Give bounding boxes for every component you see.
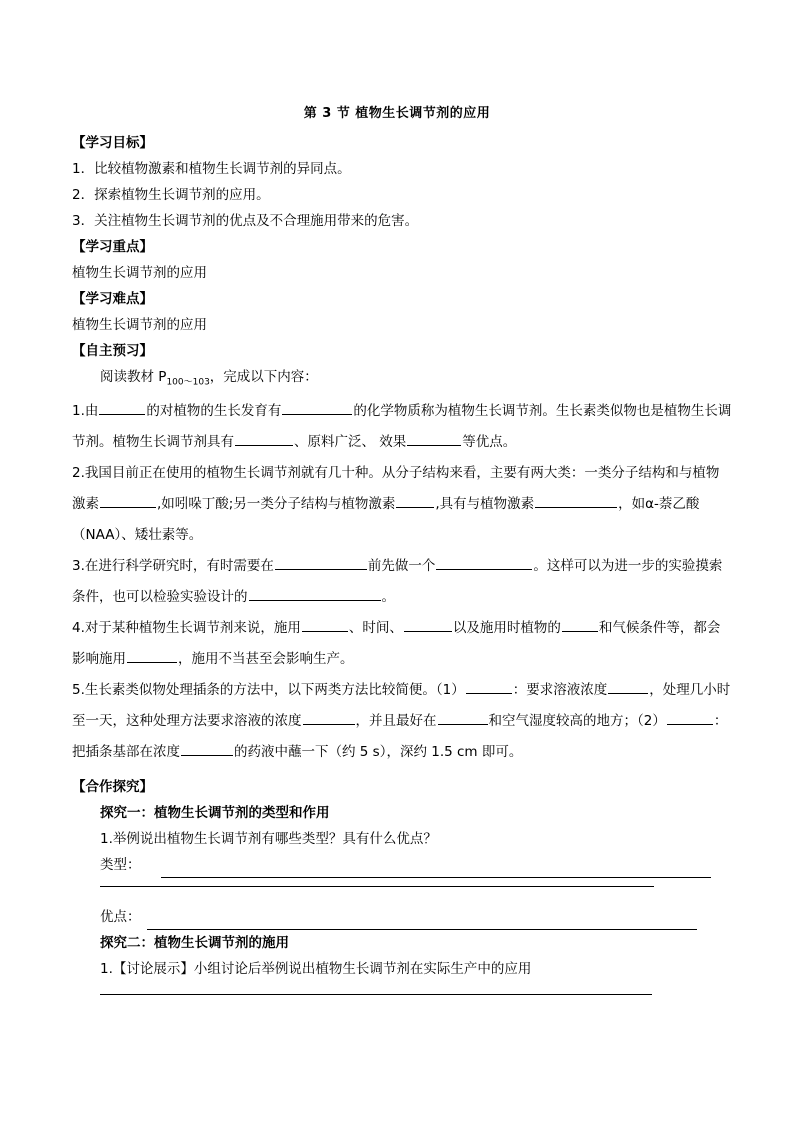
blank[interactable] bbox=[535, 493, 617, 508]
explore-1-question: 1.举例说出植物生长调节剂有哪些类型？具有什么优点？ bbox=[100, 830, 437, 847]
blank[interactable] bbox=[100, 493, 156, 508]
blank[interactable] bbox=[235, 431, 293, 446]
goal-item: 1．比较植物激素和植物生长调节剂的异同点。 bbox=[72, 161, 351, 177]
preview-question-1: 1.由 的对植物的生长发育有 的化学物质称为植物生长调节剂。生长素类似物也是植物生长调节剂。植物生长调节剂具有 、原料广泛、 效果 等优点。 bbox=[72, 396, 732, 458]
page-range: 100～103 bbox=[166, 377, 210, 388]
advantage-answer-row bbox=[72, 904, 732, 930]
focus-text: 植物生长调节剂的应用 bbox=[72, 265, 207, 281]
blank[interactable] bbox=[667, 710, 713, 725]
answer-line-row bbox=[72, 982, 732, 1008]
explore-1-title: 探究一：植物生长调节剂的类型和作用 bbox=[100, 804, 330, 821]
explore-2-title: 探究二：植物生长调节剂的施用 bbox=[100, 934, 289, 951]
answer-line[interactable] bbox=[100, 994, 652, 995]
type-label: 类型： bbox=[100, 856, 141, 873]
page-title: 第 3 节 植物生长调节剂的应用 bbox=[303, 106, 491, 121]
blank[interactable] bbox=[396, 493, 434, 508]
explore-2-question: 1.【讨论展示】小组讨论后举例说出植物生长调节剂在实际生产中的应用 bbox=[100, 960, 532, 977]
section-heading-focus: 【学习重点】 bbox=[72, 239, 153, 255]
blank[interactable] bbox=[436, 555, 532, 570]
blank[interactable] bbox=[407, 431, 461, 446]
type-answer-line[interactable] bbox=[161, 861, 711, 878]
preview-question-4: 4.对于某种植物生长调节剂来说，施用 、时间、 以及施用时植物的 和气候条件等，都会影响施用 ，施用不当甚至会影响生产。 bbox=[72, 613, 732, 675]
blank[interactable] bbox=[275, 555, 367, 570]
goal-item: 2．探索植物生长调节剂的应用。 bbox=[72, 187, 270, 203]
preview-question-5: 5.生长素类似物处理插条的方法中，以下两类方法比较简便。（1） ：要求溶液浓度 ，处理几小时至一天，这种处理方法要求溶液的浓度 ，并且最好在 和空气湿度较高的地方；（2） ：把插条基部在浓度 的药液中蘸一下（约 5 s），深约 1.5 cm 即可。 bbox=[72, 675, 732, 768]
preview-question-2: 2.我国目前正在使用的植物生长调节剂就有几十种。从分子结构来看，主要有两大类：一类分子结构和与植物激素 ,如吲哚丁酸;另一类分子结构与植物激素 ,具有与植物激素 ，如α-萘乙酸（NAA）、矮壮素等。 bbox=[72, 464, 720, 543]
blank[interactable] bbox=[562, 617, 598, 632]
advantage-label: 优点： bbox=[100, 908, 141, 925]
blank[interactable] bbox=[181, 741, 233, 756]
section-heading-preview: 【自主预习】 bbox=[72, 343, 153, 359]
type-answer-row bbox=[72, 852, 732, 878]
blank[interactable] bbox=[303, 710, 355, 725]
section-heading-goals: 【学习目标】 bbox=[72, 135, 153, 151]
blank[interactable] bbox=[438, 710, 488, 725]
answer-line-row bbox=[72, 878, 732, 904]
blank[interactable] bbox=[282, 400, 352, 415]
section-heading-difficulty: 【学习难点】 bbox=[72, 291, 153, 307]
blank[interactable] bbox=[249, 586, 381, 601]
preview-intro: 阅读教材 $P_{100\sim 103}$，完成以下内容： bbox=[100, 369, 318, 388]
answer-line[interactable] bbox=[100, 886, 654, 887]
blank[interactable] bbox=[99, 400, 145, 415]
blank[interactable] bbox=[608, 679, 648, 694]
blank[interactable] bbox=[127, 648, 177, 663]
blank[interactable] bbox=[302, 617, 348, 632]
difficulty-text: 植物生长调节剂的应用 bbox=[72, 317, 207, 333]
worksheet-body bbox=[72, 130, 732, 1008]
blank[interactable] bbox=[466, 679, 512, 694]
goal-item: 3．关注植物生长调节剂的优点及不合理施用带来的危害。 bbox=[72, 213, 419, 229]
section-heading-coop: 【合作探究】 bbox=[72, 778, 153, 795]
advantage-answer-line[interactable] bbox=[147, 913, 697, 930]
blank[interactable] bbox=[404, 617, 452, 632]
preview-question-3: 3.在进行科学研究时，有时需要在 前先做一个 。这样可以为进一步的实验摸索条件，也可以检验实验设计的 。 bbox=[72, 551, 732, 613]
